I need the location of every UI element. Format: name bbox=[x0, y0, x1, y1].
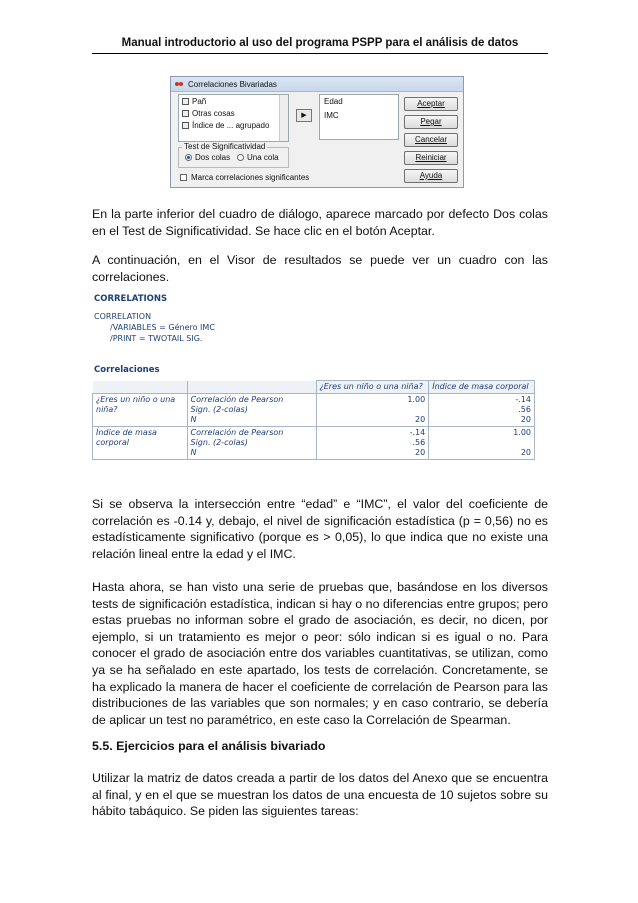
target-variable-list[interactable] bbox=[319, 94, 399, 140]
table-cell: 1.00 20 bbox=[316, 394, 429, 427]
source-variable-list[interactable] bbox=[178, 94, 289, 142]
output-heading: CORRELATIONS bbox=[94, 294, 168, 304]
table-row bbox=[93, 427, 535, 460]
paragraph-2: A continuación, en el Visor de resultados se puede ver un cuadro con las correlaciones. bbox=[92, 253, 548, 284]
stat-labels: Correlación de Pearson Sign. (2-colas) N bbox=[187, 427, 316, 460]
bivariate-correlations-dialog bbox=[170, 76, 464, 188]
list-item[interactable]: Edad bbox=[324, 97, 343, 106]
section-heading: 5.5. Ejercicios para el análisis bivariado bbox=[92, 739, 326, 753]
stat-labels: Correlación de Pearson Sign. (2-colas) N bbox=[187, 394, 316, 427]
two-tail-radio[interactable]: Dos colas bbox=[185, 153, 230, 162]
table-row bbox=[93, 394, 535, 427]
accept-button[interactable]: Aceptar bbox=[404, 97, 458, 111]
paragraph-3: Si se observa la intersección entre “edad” e “IMC”, el valor del coeficiente de correlación es -0.14 y, debajo, el nivel de significación estadística (p = 0,56) no es estadísticamente significativo (porque es > 0,05), lo que indica que no existe una relación lineal entre la edad y el IMC. bbox=[92, 497, 548, 561]
syntax-line: CORRELATION bbox=[94, 312, 152, 321]
table-cell: -.14 .56 20 bbox=[429, 394, 535, 427]
radio-selected-icon bbox=[185, 154, 192, 161]
header-rule bbox=[92, 53, 548, 54]
move-variable-button[interactable]: ▶ bbox=[296, 109, 312, 122]
row-variable: Índice de masa corporal bbox=[93, 427, 188, 460]
list-item[interactable]: Otras cosas bbox=[179, 107, 288, 119]
paragraph-1: En la parte inferior del cuadro de diálogo, aparece marcado por defecto Dos colas en el Test de Significatividad. Se hace clic en el botón Aceptar. bbox=[92, 207, 548, 238]
output-viewer bbox=[92, 292, 545, 480]
reset-button[interactable]: Reiniciar bbox=[404, 151, 458, 165]
column-header: ¿Eres un niño o una niña? bbox=[316, 381, 429, 394]
table-title: Correlaciones bbox=[94, 365, 160, 375]
table-cell: 1.00 20 bbox=[429, 427, 535, 460]
list-item[interactable]: IMC bbox=[324, 111, 339, 120]
list-scrollbar[interactable] bbox=[279, 95, 288, 141]
dialog-title: Correlaciones Bivariadas bbox=[188, 79, 277, 89]
paste-button[interactable]: Pegar bbox=[404, 115, 458, 129]
one-tail-radio[interactable]: Una cola bbox=[237, 153, 279, 162]
variable-icon bbox=[182, 98, 189, 105]
cancel-button[interactable]: Cancelar bbox=[404, 133, 458, 147]
syntax-line: /PRINT = TWOTAIL SIG. bbox=[110, 334, 203, 343]
table-header-row bbox=[93, 381, 535, 394]
variable-icon bbox=[182, 122, 189, 129]
column-header: Índice de masa corporal bbox=[429, 381, 535, 394]
app-icon bbox=[175, 81, 184, 88]
dialog-titlebar bbox=[171, 77, 463, 92]
page-header: Manual introductorio al uso del programa PSPP para el análisis de datos bbox=[121, 37, 519, 49]
help-button[interactable]: Ayuda bbox=[404, 169, 458, 183]
syntax-line: /VARIABLES = Género IMC bbox=[110, 323, 215, 332]
row-variable: ¿Eres un niño o una niña? bbox=[93, 394, 188, 427]
checkbox-icon bbox=[180, 174, 187, 181]
paragraph-4: Hasta ahora, se han visto una serie de pruebas que, basándose en los diversos tests de significación estadística, indican si hay o no diferencias entre grupos; pero estas pruebas no informan sobre el grado de asociación, es decir, no dicen, por ejemplo, si un tratamiento es mejor o peor: sólo indican si es igual o no. Para conocer el grado de asociación entre dos variables cuantitativas, se utilizan, como ya se ha señalado en este apartado, los tests de correlación. Concretamente, se ha explicado la manera de hacer el coeficiente de correlación de Pearson para las distribuciones de las variables que son normales; y en caso contrario, se debería de aplicar un test no paramétrico, en este caso la Correlación de Spearman. bbox=[92, 580, 548, 727]
paragraph-5: Utilizar la matriz de datos creada a partir de los datos del Anexo que se encuentra al final, y en el que se muestran los datos de una encuesta de 10 sujetos sobre su hábito tabáquico. Se piden las siguientes tareas: bbox=[92, 771, 548, 819]
flag-significant-checkbox[interactable]: Marca correlaciones significantes bbox=[180, 173, 309, 182]
table-cell: -.14 .56 20 bbox=[316, 427, 429, 460]
list-item[interactable]: Índice de ... agrupado bbox=[179, 119, 288, 131]
radio-icon bbox=[237, 154, 244, 161]
correlations-table bbox=[92, 380, 535, 460]
variable-icon bbox=[182, 110, 189, 117]
list-item[interactable]: Pañ bbox=[179, 95, 288, 107]
group-label: Test de Significatividad bbox=[184, 142, 266, 151]
significance-test-group bbox=[178, 142, 289, 168]
